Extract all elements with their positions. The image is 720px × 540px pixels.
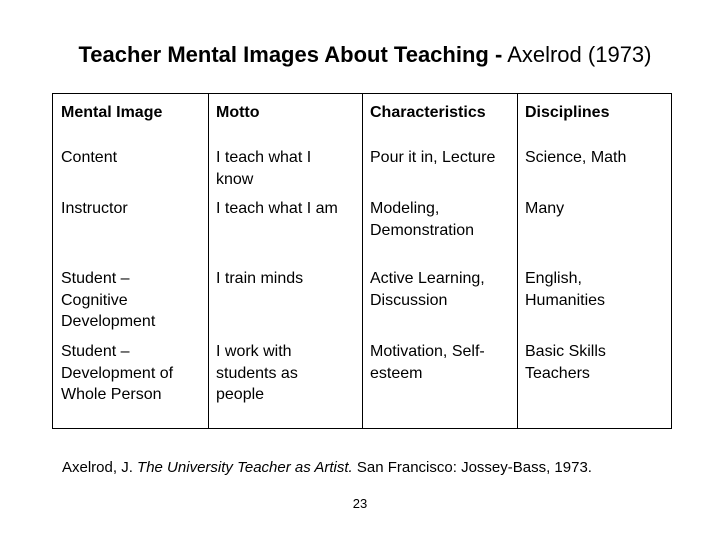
slide-title-bold: Teacher Mental Images About Teaching - bbox=[78, 42, 503, 67]
citation-publisher: San Francisco: Jossey-Bass, 1973. bbox=[356, 459, 592, 476]
table-cell: Student – Cognitive Development bbox=[61, 270, 156, 330]
column-divider bbox=[362, 94, 363, 428]
table-cell: Science, Math bbox=[525, 149, 627, 166]
table-cell: I teach what I am bbox=[216, 200, 338, 217]
table-cell: I work with students as people bbox=[216, 343, 298, 403]
table-cell: Content bbox=[61, 149, 118, 166]
table-cell: Pour it in, Lecture bbox=[370, 149, 496, 166]
citation bbox=[62, 458, 592, 478]
header-motto: Motto bbox=[216, 104, 260, 121]
table-cell: I train minds bbox=[216, 270, 304, 287]
table-cell: English, Humanities bbox=[525, 270, 606, 309]
citation-book-title: The University Teacher as Artist. bbox=[137, 459, 353, 476]
table-cell: Motivation, Self- esteem bbox=[370, 343, 485, 382]
page-number: 23 bbox=[352, 496, 368, 511]
slide-title bbox=[40, 40, 690, 70]
mental-images-table bbox=[52, 93, 672, 429]
slide-title-author: Axelrod (1973) bbox=[507, 42, 652, 67]
table-cell: I teach what I know bbox=[216, 149, 312, 188]
column-divider bbox=[517, 94, 518, 428]
table-cell: Basic Skills Teachers bbox=[525, 343, 606, 382]
column-divider bbox=[208, 94, 209, 428]
table-cell: Student – Development of Whole Person bbox=[61, 343, 174, 403]
table-cell: Modeling, Demonstration bbox=[370, 200, 475, 239]
header-mental-image: Mental Image bbox=[61, 104, 163, 121]
header-disciplines: Disciplines bbox=[525, 104, 610, 121]
table-cell: Active Learning, Discussion bbox=[370, 270, 485, 309]
header-characteristics: Characteristics bbox=[370, 104, 486, 121]
citation-author: Axelrod, J. bbox=[62, 459, 133, 476]
table-cell: Instructor bbox=[61, 200, 128, 217]
table-cell: Many bbox=[525, 200, 565, 217]
